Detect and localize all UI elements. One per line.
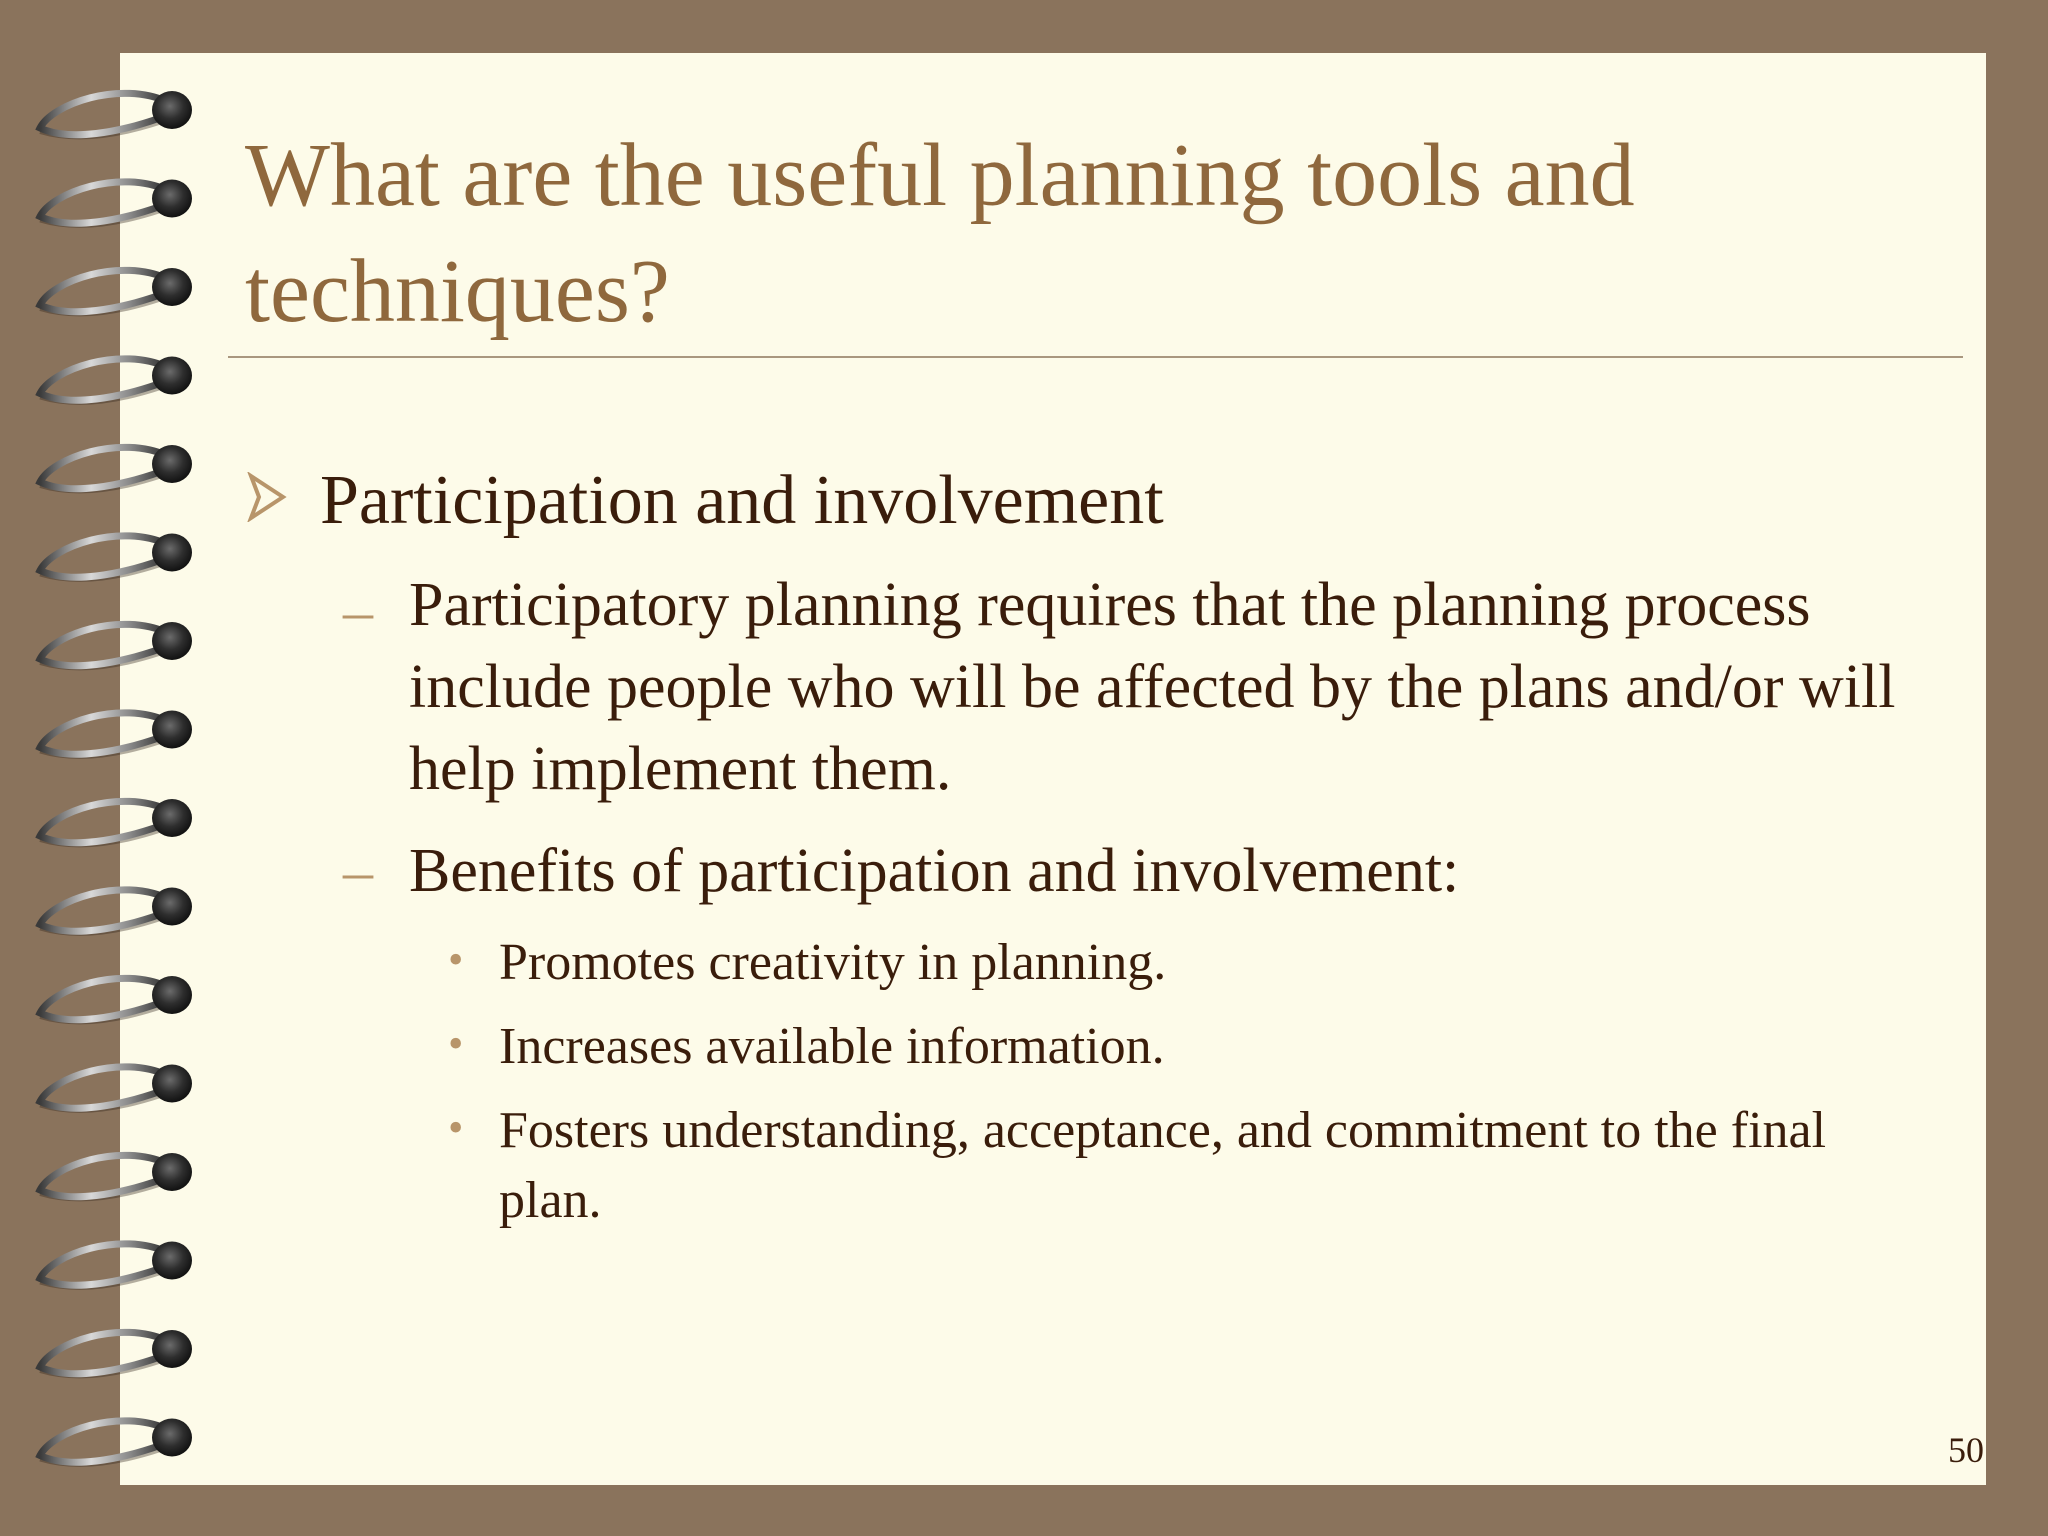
benefit-item: Fosters understanding, acceptance, and commitment to the final plan. xyxy=(499,1102,1827,1229)
sub-point-participatory: Participatory planning requires that the planning process include people who will be affected by the plans and/or will help implement them. xyxy=(409,571,1896,803)
sub-point-benefits: Benefits of participation and involvement: xyxy=(409,837,1460,905)
title-divider xyxy=(228,356,1963,358)
dot-bullet: • xyxy=(448,1019,464,1068)
slide-title: What are the useful planning tools and techniques? xyxy=(245,126,1635,341)
arrow-bullet-icon xyxy=(245,472,289,522)
dash-bullet: – xyxy=(343,838,373,904)
dash-bullet: – xyxy=(343,578,373,644)
bullet-heading: Participation and involvement xyxy=(320,462,1164,539)
benefit-item: Increases available information. xyxy=(499,1018,1165,1075)
dot-bullet: • xyxy=(448,1103,464,1152)
slide-number: 50 xyxy=(1948,1430,1984,1470)
dot-bullet: • xyxy=(448,935,464,984)
benefit-item: Promotes creativity in planning. xyxy=(499,934,1167,991)
